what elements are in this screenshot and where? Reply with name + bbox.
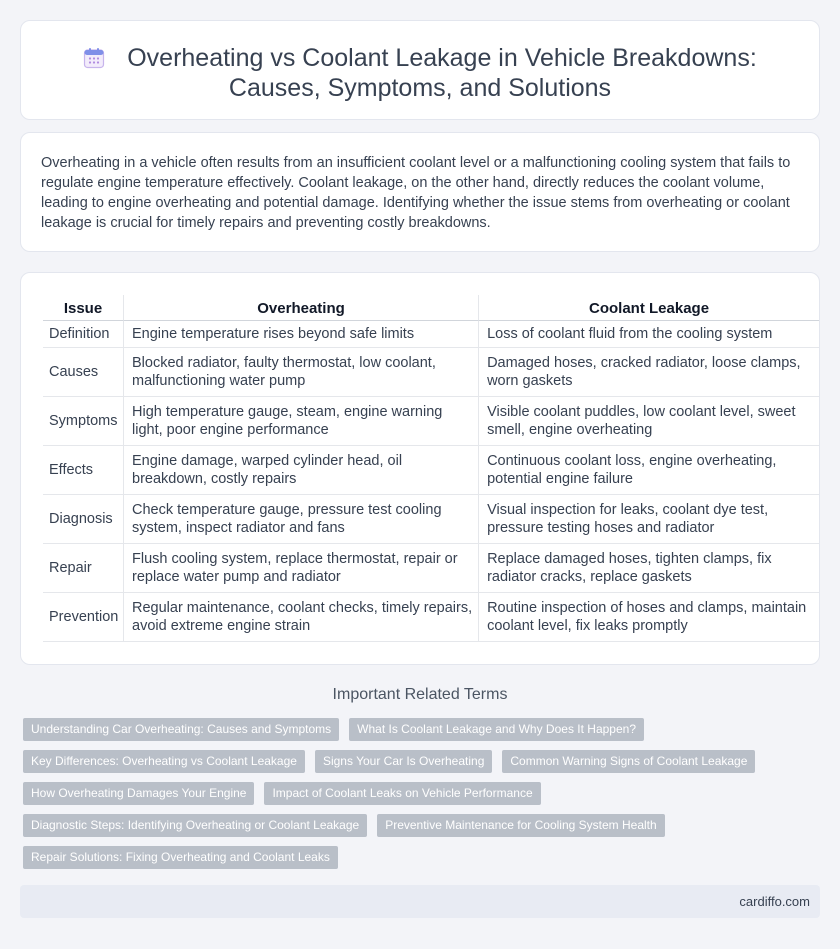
tag-row xyxy=(23,718,803,741)
page-title: Overheating vs Coolant Leakage in Vehicle Breakdowns: Causes, Symptoms, and Solutions xyxy=(127,44,757,102)
comparison-table xyxy=(43,295,819,642)
tag-row xyxy=(23,846,803,869)
table-row xyxy=(43,397,819,446)
table-header-row xyxy=(43,295,819,321)
cell-overheating: Regular maintenance, coolant checks, timely repairs, avoid extreme engine strain xyxy=(123,593,478,642)
cell-overheating: Check temperature gauge, pressure test cooling system, inspect radiator and fans xyxy=(123,495,478,544)
tag-row xyxy=(23,814,803,837)
related-term-link[interactable]: Preventive Maintenance for Cooling System Health xyxy=(377,814,664,837)
related-term-link[interactable]: How Overheating Damages Your Engine xyxy=(23,782,254,805)
header-overheating: Overheating xyxy=(123,295,478,321)
cell-issue: Repair xyxy=(43,544,123,593)
cell-issue: Causes xyxy=(43,348,123,397)
cell-issue: Diagnosis xyxy=(43,495,123,544)
title-card xyxy=(20,20,820,120)
cell-overheating: Blocked radiator, faulty thermostat, low coolant, malfunctioning water pump xyxy=(123,348,478,397)
cell-coolant-leakage: Visible coolant puddles, low coolant level, sweet smell, engine overheating xyxy=(478,397,819,446)
related-term-link[interactable]: Diagnostic Steps: Identifying Overheating or Coolant Leakage xyxy=(23,814,367,837)
related-term-link[interactable]: Key Differences: Overheating vs Coolant Leakage xyxy=(23,750,305,773)
cell-overheating: Engine damage, warped cylinder head, oil breakdown, costly repairs xyxy=(123,446,478,495)
table-row xyxy=(43,495,819,544)
related-term-link[interactable]: Signs Your Car Is Overheating xyxy=(315,750,492,773)
cell-coolant-leakage: Continuous coolant loss, engine overheating, potential engine failure xyxy=(478,446,819,495)
table-row xyxy=(43,593,819,642)
related-term-link[interactable]: What Is Coolant Leakage and Why Does It Happen? xyxy=(349,718,644,741)
related-term-link[interactable]: Common Warning Signs of Coolant Leakage xyxy=(502,750,755,773)
cell-coolant-leakage: Visual inspection for leaks, coolant dye test, pressure testing hoses and radiator xyxy=(478,495,819,544)
cell-issue: Symptoms xyxy=(43,397,123,446)
related-terms-heading: Important Related Terms xyxy=(332,686,508,703)
cell-coolant-leakage: Replace damaged hoses, tighten clamps, fix radiator cracks, replace gaskets xyxy=(478,544,819,593)
cell-issue: Definition xyxy=(43,321,123,348)
cell-coolant-leakage: Damaged hoses, cracked radiator, loose clamps, worn gaskets xyxy=(478,348,819,397)
header-coolant-leakage: Coolant Leakage xyxy=(478,295,819,321)
tag-row xyxy=(23,782,803,805)
cell-coolant-leakage: Loss of coolant fluid from the cooling system xyxy=(478,321,819,348)
table-row xyxy=(43,348,819,397)
related-term-link[interactable]: Impact of Coolant Leaks on Vehicle Performance xyxy=(264,782,540,805)
related-terms-list xyxy=(23,718,803,878)
tag-row xyxy=(23,750,803,773)
related-term-link[interactable]: Understanding Car Overheating: Causes and Symptoms xyxy=(23,718,339,741)
intro-paragraph: Overheating in a vehicle often results from an insufficient coolant level or a malfunctioning cooling system that fails to regulate engine temperature effectively. Coolant leakage, on the other hand, directly reduces the coolant volume, leading to engine overheating and potential damage. Identifying whether the issue stems from overheating or coolant leakage is crucial for timely repairs and preventing costly breakdowns. xyxy=(41,155,791,231)
table-row xyxy=(43,446,819,495)
site-name: cardiffo.com xyxy=(739,894,810,909)
cell-coolant-leakage: Routine inspection of hoses and clamps, maintain coolant level, fix leaks promptly xyxy=(478,593,819,642)
comparison-card xyxy=(20,272,820,665)
table-row xyxy=(43,544,819,593)
intro-card xyxy=(20,132,820,252)
cell-overheating: Engine temperature rises beyond safe limits xyxy=(123,321,478,348)
page-title-wrap xyxy=(61,43,779,103)
cell-overheating: Flush cooling system, replace thermostat, repair or replace water pump and radiator xyxy=(123,544,478,593)
cell-overheating: High temperature gauge, steam, engine warning light, poor engine performance xyxy=(123,397,478,446)
table-row xyxy=(43,321,819,348)
calendar-icon xyxy=(83,47,105,69)
related-term-link[interactable]: Repair Solutions: Fixing Overheating and Coolant Leaks xyxy=(23,846,338,869)
cell-issue: Effects xyxy=(43,446,123,495)
header-issue: Issue xyxy=(43,295,123,321)
cell-issue: Prevention xyxy=(43,593,123,642)
footer xyxy=(20,885,820,918)
